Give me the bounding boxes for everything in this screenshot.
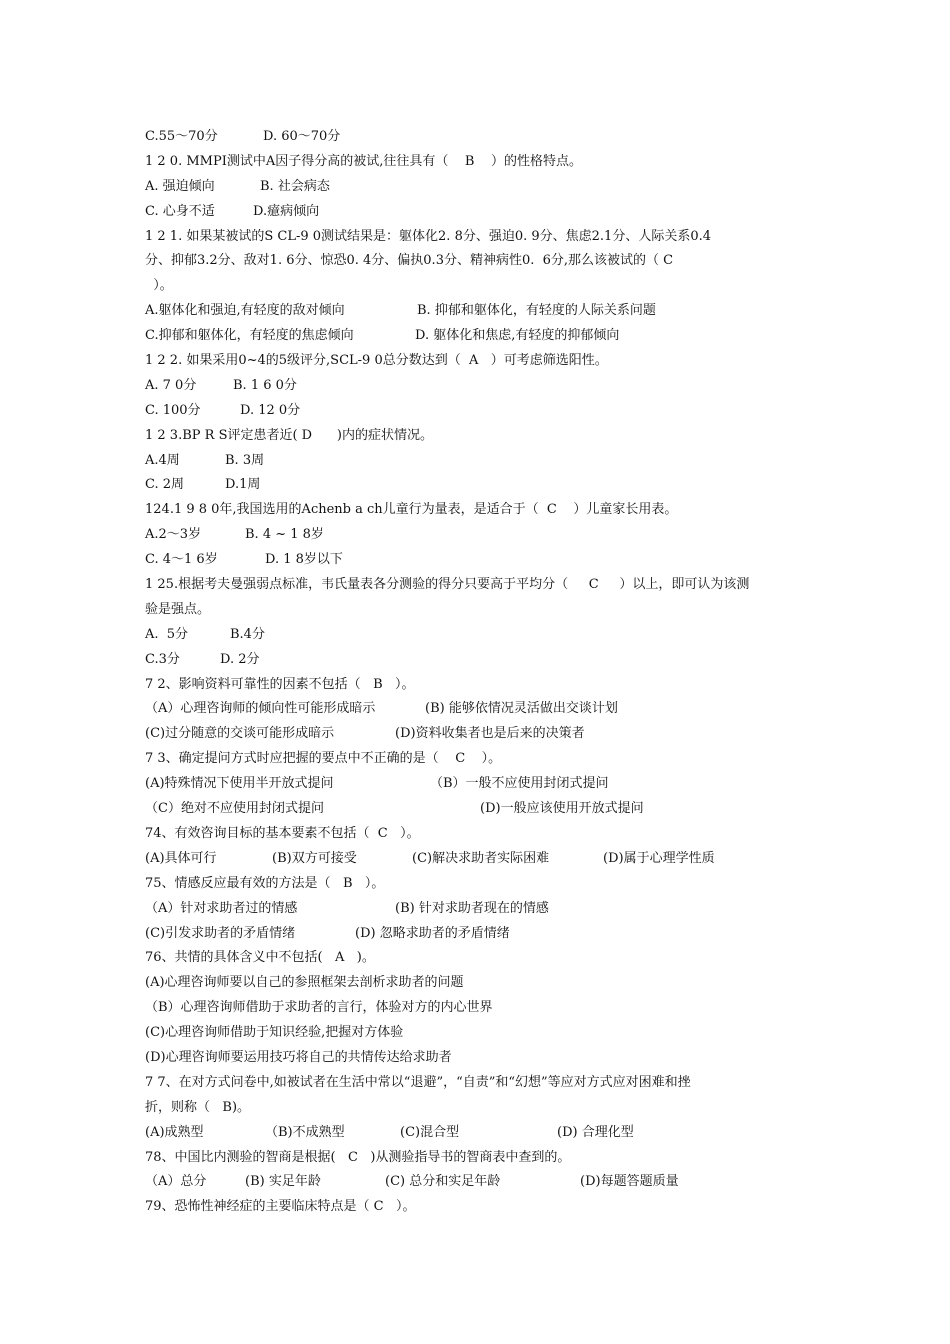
- question-79: [145, 1195, 815, 1220]
- text-line: [145, 399, 815, 424]
- option-b: B. 社会病态: [260, 178, 330, 194]
- question-75: [145, 872, 815, 897]
- option-d: (D)每题答题质量: [580, 1174, 679, 1190]
- option-b: B. 3周: [225, 452, 265, 468]
- option-d: D. 2分: [220, 651, 260, 667]
- option-a: A.2～3岁: [145, 527, 202, 543]
- text-line: [145, 797, 815, 822]
- option-b: B.4分: [230, 626, 265, 642]
- question-text: 7 7、在对方式问卷中,如被试者在生活中常以“退避”，“自责”和“幻想”等应对方式应对困难和挫: [145, 1074, 691, 1090]
- text-line: [145, 548, 815, 573]
- option-c: C. 心身不适: [145, 203, 215, 219]
- question-text: 1 2 1. 如果某被试的S CL-9 0测试结果是：躯体化2. 8分、强迫0. 9分、焦虑2.1分、人际关系0.4: [145, 228, 711, 244]
- option-d: D. 躯体化和焦虑,有轻度的抑郁倾向: [415, 328, 620, 344]
- option-b: (B) 能够依情况灵活做出交谈计划: [425, 701, 618, 717]
- question-74: [145, 822, 815, 847]
- text-line: [145, 125, 815, 150]
- option-c: (C)解决求助者实际困难: [412, 850, 550, 866]
- question-text: 78、中国比内测验的智商是根据( C )从测验指导书的智商表中查到的。: [145, 1149, 571, 1165]
- option-d: (D)心理咨询师要运用技巧将自己的共情传达给求助者: [145, 1049, 452, 1065]
- option-a: A. 5分: [145, 626, 189, 642]
- question-text: 76、共情的具体含义中不包括( A )。: [145, 950, 375, 966]
- text-line: [145, 922, 815, 947]
- option-b: （B)不成熟型: [265, 1124, 345, 1140]
- option-b: B. 抑郁和躯体化，有轻度的人际关系问题: [417, 303, 656, 319]
- question-text-continued: 验是强点。: [145, 601, 211, 617]
- option-b: （B）一般不应使用封闭式提问: [430, 776, 609, 792]
- option-d: (D)一般应该使用开放式提问: [480, 801, 644, 817]
- question-72: [145, 673, 815, 698]
- text-line: [145, 772, 815, 797]
- question-76: [145, 946, 815, 971]
- text-line: [145, 722, 815, 747]
- option-a: (A)特殊情况下使用半开放式提问: [145, 776, 334, 792]
- question-text: 1 2 0. MMPI测试中A因子得分高的被试,往往具有（ B ）的性格特点。: [145, 153, 582, 169]
- question-text: 1 2 2. 如果采用0~4的5级评分,SCL-9 0总分数达到（ A ）可考虑筛选阳性。: [145, 353, 608, 369]
- text-line: [145, 1170, 815, 1195]
- text-line: [145, 274, 815, 299]
- option-a: （A）针对求助者过的情感: [145, 900, 298, 916]
- question-text-continued: ）。: [145, 278, 173, 294]
- text-line: [145, 623, 815, 648]
- option-b: (B) 实足年龄: [245, 1174, 321, 1190]
- option-d: D.1周: [225, 477, 261, 493]
- text-line: [145, 449, 815, 474]
- option-b: B. 1 6 0分: [233, 377, 297, 393]
- question-text: 124.1 9 8 0年,我国选用的Achenb a ch儿童行为量表，是适合于（ C ）儿童家长用表。: [145, 502, 678, 518]
- text-line: [145, 847, 815, 872]
- option-a: (A)具体可行: [145, 850, 217, 866]
- text-line: [145, 648, 815, 673]
- question-78: [145, 1146, 815, 1171]
- text-line: [145, 971, 815, 996]
- question-text: 75、情感反应最有效的方法是（ B ）。: [145, 875, 385, 891]
- option-c: C.抑郁和躯体化，有轻度的焦虑倾向: [145, 328, 354, 344]
- question-text: 1 2 3.BP R S评定患者近( D )内的症状情况。: [145, 427, 433, 443]
- option-b: B. 4 ~ 1 8岁: [245, 527, 324, 543]
- option-a: (A)心理咨询师要以自己的参照框架去剖析求助者的问题: [145, 975, 464, 991]
- option-b: （B）心理咨询师借助于求助者的言行，体验对方的内心世界: [145, 1000, 493, 1016]
- option-a: A.4周: [145, 452, 180, 468]
- text-line: [145, 1046, 815, 1071]
- question-73: [145, 747, 815, 772]
- option-c: (C)过分随意的交谈可能形成暗示: [145, 726, 335, 742]
- option-a: A. 强迫倾向: [145, 178, 215, 194]
- option-d: (D)属于心理学性质: [603, 850, 715, 866]
- text-line: [145, 249, 815, 274]
- option-d: (D) 合理化型: [557, 1124, 634, 1140]
- question-text: 7 3、确定提问方式时应把握的要点中不正确的是（ C ）。: [145, 751, 502, 767]
- question-123: [145, 424, 815, 449]
- question-125: [145, 573, 815, 598]
- question-122: [145, 349, 815, 374]
- question-text: 79、恐怖性神经症的主要临床特点是（ C ）。: [145, 1199, 416, 1215]
- option-a: A.躯体化和强迫,有轻度的敌对倾向: [145, 303, 345, 319]
- text-line: [145, 523, 815, 548]
- text-line: [145, 598, 815, 623]
- option-a: （A）总分: [145, 1174, 207, 1190]
- question-77: [145, 1071, 815, 1096]
- option-c: (C)引发求助者的矛盾情绪: [145, 925, 296, 941]
- option-d: D. 60～70分: [263, 129, 341, 144]
- option-b: (B) 针对求助者现在的情感: [395, 900, 549, 916]
- text-line: [145, 324, 815, 349]
- text-line: [145, 299, 815, 324]
- question-text-continued: 分、抑郁3.2分、敌对1. 6分、惊恐0. 4分、偏执0.3分、精神病性0. 6分,那么该被试的（ C: [145, 253, 674, 269]
- text-line: [145, 996, 815, 1021]
- option-c: （C）绝对不应使用封闭式提问: [145, 801, 324, 817]
- option-c: C. 2周: [145, 477, 185, 493]
- text-line: [145, 897, 815, 922]
- option-c: (C) 总分和实足年龄: [385, 1174, 501, 1190]
- text-line: [145, 175, 815, 200]
- question-120: [145, 150, 815, 175]
- document-body: [145, 125, 815, 1220]
- text-line: [145, 473, 815, 498]
- option-c: C. 4～1 6岁: [145, 552, 218, 568]
- text-line: [145, 1121, 815, 1146]
- option-a: (A)成熟型: [145, 1124, 204, 1140]
- text-line: [145, 200, 815, 225]
- text-line: [145, 374, 815, 399]
- option-d: D. 12 0分: [240, 402, 301, 418]
- question-124: [145, 498, 815, 523]
- option-c: C.3分: [145, 651, 180, 667]
- option-c: (C)心理咨询师借助于知识经验,把握对方体验: [145, 1025, 404, 1041]
- option-d: (D) 忽略求助者的矛盾情绪: [355, 925, 510, 941]
- option-a: （A）心理咨询师的倾向性可能形成暗示: [145, 701, 376, 717]
- text-line: [145, 1096, 815, 1121]
- question-text: 74、有效咨询目标的基本要素不包括（ C ）。: [145, 825, 420, 841]
- option-a: A. 7 0分: [145, 377, 197, 393]
- option-b: (B)双方可接受: [272, 850, 357, 866]
- option-c: (C)混合型: [400, 1124, 460, 1140]
- text-line: [145, 1021, 815, 1046]
- option-c: C. 100分: [145, 402, 201, 418]
- option-d: (D)资料收集者也是后来的决策者: [395, 726, 585, 742]
- text-line: [145, 697, 815, 722]
- option-c: C.55～70分: [145, 129, 218, 144]
- option-d: D.癔病倾向: [253, 203, 320, 219]
- question-121: [145, 225, 815, 250]
- option-d: D. 1 8岁以下: [265, 552, 343, 568]
- question-text: 1 25.根据考夫曼强弱点标准，韦氏量表各分测验的得分只要高于平均分（ C ）以上，即可认为该测: [145, 577, 750, 593]
- question-text: 7 2、影响资料可靠性的因素不包括（ B ）。: [145, 676, 415, 692]
- question-text-continued: 折，则称（ B)。: [145, 1099, 251, 1115]
